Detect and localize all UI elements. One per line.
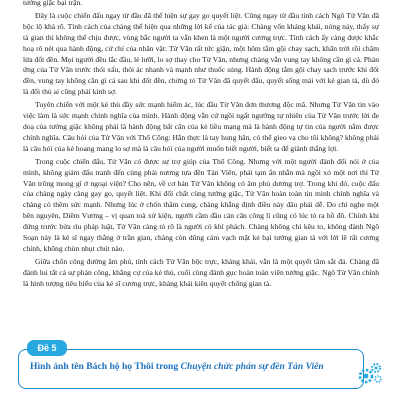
paragraph-4: Trong cuộc chiến đấu, Tử Văn có được sự trợ giúp của Thổ Công. Nhưng với một người đành đối nói ở của mình, không giám đấu tranh đến cùng phải nương tựa đền Tản Viên, phải tạm ẩn nhẫn mà ngồi xó một nơi thì Tử Văn trông mong gì ở ngoại viện? Cho nên, về cơ bản Tử Văn không có âm phù dương trợ. Trong khi đó, cuộc đấu của chàng ngày càng gay go, quyết liệt. Khi đối chất cùng tướng giặc, Tử Văn hoàn toàn tin mình chính nghĩa và chàng có thêm sức mạnh. Nhưng lúc ở chốn thâm cung, chàng khẳng định điều này đâu phải dễ. Do chỉ nghe một bên nguyên, Diêm Vương – vị quan toà xử kiện, người cầm đầu cán cân công lí cũng có lúc tỏ ra hồ đồ. Chính khi đứng trước bửa rìu pháp luật, Tử Văn càng tỏ rõ là người có khí phách. Chàng không chỉ kêu to, không đành Ngô Soạn này là kẻ sĩ ngay thẳng ở trần gian, chàng còn dũng cảm vạch mặt kẻ bại tướng gian tà với lời lẽ rất cương chính, không chùn nhụt chút nào.: [23, 156, 379, 253]
paragraph-1: tướng giặc bại trận.: [23, 0, 83, 7]
paragraph-2: Đây là cuộc chiến đấu ngay từ đầu đã thể hiện sự gay go quyết liệt. Cũng ngay từ đầu tính cách Ngô Tử Văn đã bộc lộ khá rõ. Tính cách của chàng thể hiện qua những lời kể của tác giả: Chàng vốn khảng khái, nóng nảy, thấy sự tà gian thì không thể chịu được, vùng bắc người ta vẫn khen là một người cương trực. Tính cách ấy càng được khắc hoạ rõ nét qua hành động, cử chỉ của nhân vật: Tử Văn rất tức giận, một hôm tắm gội chay sạch, khấn trời rồi châm lửa đốt đền. Mọi người đều lắc đầu, lè lưỡi, lo sợ thay cho Tử Văn, nhưng chàng vẫn vung tay không cần gì cả. Phản ứng của Tử Văn trước thói xấu, thói ác nhanh và mạnh như thuốc súng. Hành động tắm gội chay sạch trước khi đốt đền, vung tay không cần gì cả sau khi đốt đền, chứng tỏ Tử Văn đã quyết đấu, quyết sống mái với kẻ gian tà, dù đó là đối thủ ai cũng phải kinh sợ.: [23, 10, 379, 97]
section-title-italic: Chuyện chức phán sự đền Tản Viên: [180, 361, 324, 372]
paragraph-5: Giữa chốn công đường âm phủ, tính cách Tử Văn bộc trực, khảng khái, vẫn là một quyết tâm sắt đá. Chàng đã đánh lui tất cả sự phản công, khẳng cự của kẻ thù, cuối cùng đánh gục hoàn toàn viên tướng giặc. Ngô Tử Văn chính là hình tượng tiêu biểu của kẻ sĩ cương trực, khảng khái kiên quyết chống gian tà.: [23, 256, 379, 288]
section-title-plain: Hình ảnh tên Bách hộ họ Thôi trong: [30, 361, 181, 372]
gear-decoration-icon: [357, 361, 383, 387]
section-number-tag: Đề 5: [27, 340, 67, 356]
section-title: [30, 361, 370, 372]
essay-body: [23, 0, 379, 292]
paragraph-3: Tuyên chiến với một kẻ thù đầy sức mạnh hiểm ác, lúc đầu Tử Văn đơn thương độc mã. Nhưng Tử Văn tin vào việc làm là sức mạnh chính nghĩa của mình. Hành động vẫn cứ ngồi ngất ngưởng tự nhiên của Tử Văn trước lời đe doạ của tướng giặc không phải là hành động bất cẩn của kẻ liều mạng mà là hành động tự tin của người nắm được chính nghĩa. Câu hỏi của Tử Văn với Thổ Công: Hắn thực là tay hung hãn, có thể gieo vạ cho tôi không? không phải là câu hỏi của kẻ hoang mang lo sợ mà là câu hỏi của người muốn biết người, biết ta để giành thắng lợi.: [23, 100, 379, 153]
